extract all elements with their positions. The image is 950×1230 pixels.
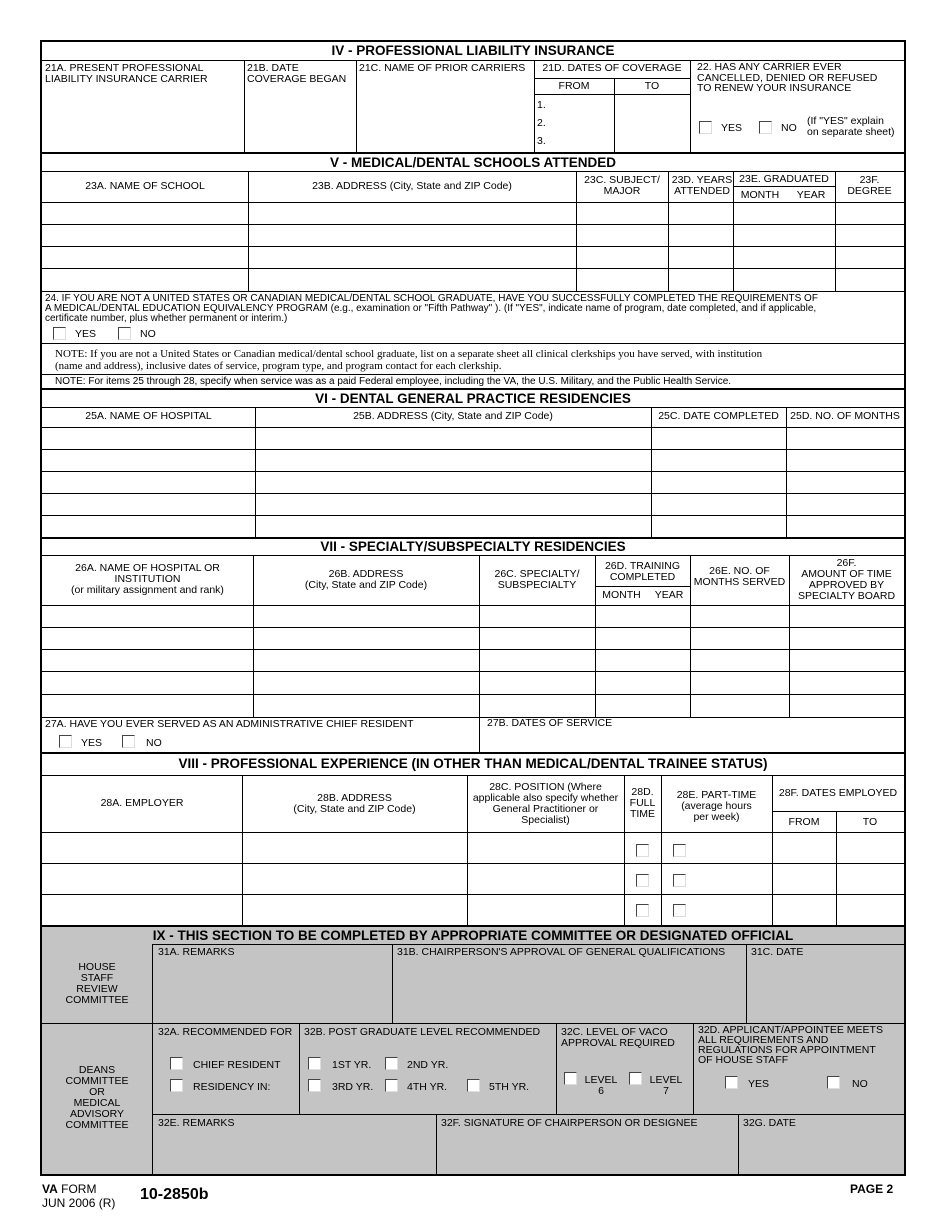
row3-part-time-checkbox[interactable] xyxy=(673,904,686,917)
q22-yes-checkbox[interactable] xyxy=(699,121,712,134)
field-28e-label: 28E. PART-TIME (average hours per week) xyxy=(676,789,757,823)
field-32c-label: 32C. LEVEL OF VACO APPROVAL REQUIRED xyxy=(561,1026,675,1049)
form-number: 10-2850b xyxy=(140,1186,209,1203)
form-va-label xyxy=(42,1183,96,1195)
level-6-label: LEVEL 6 xyxy=(584,1074,618,1097)
q24-yes-label: YES xyxy=(75,328,97,340)
row-number-1: 1. xyxy=(537,99,546,111)
field-31b-label: 31B. CHAIRPERSON'S APPROVAL OF GENERAL QUALIFICATIONS xyxy=(397,946,726,958)
q32d-yes-label: YES xyxy=(748,1078,770,1090)
row-number-3: 3. xyxy=(537,135,546,147)
field-23f-label: 23F. DEGREE xyxy=(847,174,892,197)
q27a-yes-checkbox[interactable] xyxy=(59,735,72,748)
row-number-2: 2. xyxy=(537,117,546,129)
year-4-label: 4TH YR. xyxy=(407,1081,448,1093)
q32d-no-checkbox[interactable] xyxy=(827,1076,840,1089)
section-vii-title: VII - SPECIALTY/SUBSPECIALTY RESIDENCIES xyxy=(320,539,626,554)
coverage-from-label: FROM xyxy=(558,80,590,92)
q22-no-label: NO xyxy=(781,122,797,134)
field-32d-label: 32D. APPLICANT/APPOINTEE MEETS ALL REQUIREMENTS AND REGULATIONS FOR APPOINTMENT OF HOUSE STAFF xyxy=(698,1024,883,1066)
field-21d-label: 21D. DATES OF COVERAGE xyxy=(542,62,682,74)
field-26f-label: 26F. AMOUNT OF TIME APPROVED BY SPECIALTY BOARD xyxy=(797,557,896,602)
level-7-checkbox[interactable] xyxy=(629,1072,642,1085)
field-28d-label: 28D. FULL TIME xyxy=(629,786,656,820)
question-27a: 27A. HAVE YOU EVER SERVED AS AN ADMINISTRATIVE CHIEF RESIDENT xyxy=(45,718,414,730)
field-21a-label: 21A. PRESENT PROFESSIONAL LIABILITY INSURANCE CARRIER xyxy=(45,62,208,85)
q32d-yes-checkbox[interactable] xyxy=(725,1076,738,1089)
field-25c-label: 25C. DATE COMPLETED xyxy=(658,410,779,422)
field-22-label: 22. HAS ANY CARRIER EVER CANCELLED, DENIED OR REFUSED TO RENEW YOUR INSURANCE xyxy=(697,61,878,94)
row2-part-time-checkbox[interactable] xyxy=(673,874,686,887)
clerkship-note: NOTE: If you are not a United States or Canadian medical/dental school graduate, list on a separate sheet all clinical clerkships you have served, with institution (name and address), inclusive dates of service, program type, and program contact for each clerkship. xyxy=(55,348,763,372)
employed-to-label: TO xyxy=(862,816,878,828)
field-32f-label: 32F. SIGNATURE OF CHAIRPERSON OR DESIGNEE xyxy=(441,1117,698,1129)
year-5-label: 5TH YR. xyxy=(489,1081,530,1093)
section-vi-title: VI - DENTAL GENERAL PRACTICE RESIDENCIES xyxy=(315,391,631,406)
field-23a-label: 23A. NAME OF SCHOOL xyxy=(85,180,205,192)
row3-full-time-checkbox[interactable] xyxy=(636,904,649,917)
section-v-title: V - MEDICAL/DENTAL SCHOOLS ATTENDED xyxy=(330,155,616,170)
year-1-label: 1ST YR. xyxy=(332,1059,372,1071)
field-23b-label: 23B. ADDRESS (City, State and ZIP Code) xyxy=(312,180,512,192)
section-ix-title: IX - THIS SECTION TO BE COMPLETED BY APPROPRIATE COMMITTEE OR DESIGNATED OFFICIAL xyxy=(152,928,794,943)
coverage-to-label: TO xyxy=(644,80,660,92)
q32d-no-label: NO xyxy=(852,1078,868,1090)
va-form-10-2850b-page2 xyxy=(40,40,906,1176)
training-month-label: MONTH xyxy=(602,589,641,601)
q27a-no-checkbox[interactable] xyxy=(122,735,135,748)
field-26c-label: 26C. SPECIALTY/ SUBSPECIALTY xyxy=(494,568,580,591)
field-28a-label: 28A. EMPLOYER xyxy=(100,797,184,809)
field-32e-label: 32E. REMARKS xyxy=(158,1117,235,1129)
form-label: FORM xyxy=(61,1182,97,1196)
field-26d-label: 26D. TRAINING COMPLETED xyxy=(604,560,681,583)
year-2-label: 2ND YR. xyxy=(407,1059,449,1071)
section-iv-title: IV - PROFESSIONAL LIABILITY INSURANCE xyxy=(331,43,615,58)
q22-yes-label: YES xyxy=(721,122,743,134)
va-label: VA xyxy=(42,1182,58,1196)
field-21b-label: 21B. DATE COVERAGE BEGAN xyxy=(247,62,347,85)
field-21c-label: 21C. NAME OF PRIOR CARRIERS xyxy=(359,62,526,74)
q27a-no-label: NO xyxy=(146,737,162,749)
field-31a-label: 31A. REMARKS xyxy=(158,946,235,958)
row2-full-time-checkbox[interactable] xyxy=(636,874,649,887)
field-26b-label: 26B. ADDRESS (City, State and ZIP Code) xyxy=(304,568,428,591)
q22-note: (If "YES" explain on separate sheet) xyxy=(807,115,895,138)
page-number: PAGE 2 xyxy=(850,1182,894,1196)
residency-in-checkbox[interactable] xyxy=(170,1079,183,1092)
q24-no-checkbox[interactable] xyxy=(118,327,131,340)
field-23e-label: 23E. GRADUATED xyxy=(739,173,829,185)
field-28c-label: 28C. POSITION (Where applicable also specify whether General Practitioner or Specialist) xyxy=(472,781,619,826)
year-3-checkbox[interactable] xyxy=(308,1079,321,1092)
q22-no-checkbox[interactable] xyxy=(759,121,772,134)
field-26a-label: 26A. NAME OF HOSPITAL OR INSTITUTION (or military assignment and rank) xyxy=(71,562,224,596)
row1-full-time-checkbox[interactable] xyxy=(636,844,649,857)
residency-in-label: RESIDENCY IN: xyxy=(193,1081,271,1093)
employed-from-label: FROM xyxy=(788,816,820,828)
field-32g-label: 32G. DATE xyxy=(743,1117,796,1129)
field-25b-label: 25B. ADDRESS (City, State and ZIP Code) xyxy=(353,410,553,422)
field-32b-label: 32B. POST GRADUATE LEVEL RECOMMENDED xyxy=(304,1026,541,1038)
year-4-checkbox[interactable] xyxy=(385,1079,398,1092)
year-5-checkbox[interactable] xyxy=(467,1079,480,1092)
field-28f-label: 28F. DATES EMPLOYED xyxy=(778,787,898,799)
graduated-month-label: MONTH xyxy=(740,189,780,201)
level-7-label: LEVEL 7 xyxy=(649,1074,683,1097)
field-27b-label: 27B. DATES OF SERVICE xyxy=(487,717,613,729)
q27a-yes-label: YES xyxy=(81,737,103,749)
field-25a-label: 25A. NAME OF HOSPITAL xyxy=(85,410,212,422)
field-31c-label: 31C. DATE xyxy=(751,946,804,958)
house-staff-committee-label: HOUSE STAFF REVIEW COMMITTEE xyxy=(65,961,129,1006)
field-25d-label: 25D. NO. OF MONTHS xyxy=(790,410,900,422)
field-23c-label: 23C. SUBJECT/ MAJOR xyxy=(584,174,660,197)
q24-yes-checkbox[interactable] xyxy=(53,327,66,340)
deans-committee-label: DEANS COMMITTEE OR MEDICAL ADVISORY COMMITTEE xyxy=(65,1064,129,1131)
form-revision-date: JUN 2006 (R) xyxy=(42,1196,116,1210)
section-viii-title: VIII - PROFESSIONAL EXPERIENCE (IN OTHER THAN MEDICAL/DENTAL TRAINEE STATUS) xyxy=(178,756,768,771)
year-2-checkbox[interactable] xyxy=(385,1057,398,1070)
field-26e-label: 26E. NO. OF MONTHS SERVED xyxy=(693,565,786,588)
q24-no-label: NO xyxy=(140,328,156,340)
row1-part-time-checkbox[interactable] xyxy=(673,844,686,857)
field-32a-label: 32A. RECOMMENDED FOR xyxy=(158,1026,293,1038)
year-1-checkbox[interactable] xyxy=(308,1057,321,1070)
level-6-checkbox[interactable] xyxy=(564,1072,577,1085)
training-year-label: YEAR xyxy=(654,589,684,601)
federal-service-note: NOTE: For items 25 through 28, specify when service was as a paid Federal employee, including the VA, the U.S. Military, and the Public Health Service. xyxy=(55,376,732,387)
chief-resident-label: CHIEF RESIDENT xyxy=(193,1059,281,1071)
chief-resident-checkbox[interactable] xyxy=(170,1057,183,1070)
field-23d-label: 23D. YEARS ATTENDED xyxy=(671,174,733,197)
graduated-year-label: YEAR xyxy=(796,189,826,201)
question-24: 24. IF YOU ARE NOT A UNITED STATES OR CANADIAN MEDICAL/DENTAL SCHOOL GRADUATE, HAVE YOU SUCCESSFULLY COMPLETED THE REQUIREMENTS OF A MEDICAL/DENTAL EDUCATION EQUIVALENCY PROGRAM (e.g., examination or "Fifth Pathway" ). (If "YES", indicate name of program, date completed, and if applicable, certificate number, plus whether permanent or interim.) xyxy=(45,293,818,324)
year-3-label: 3RD YR. xyxy=(332,1081,374,1093)
field-28b-label: 28B. ADDRESS (City, State and ZIP Code) xyxy=(293,792,416,815)
